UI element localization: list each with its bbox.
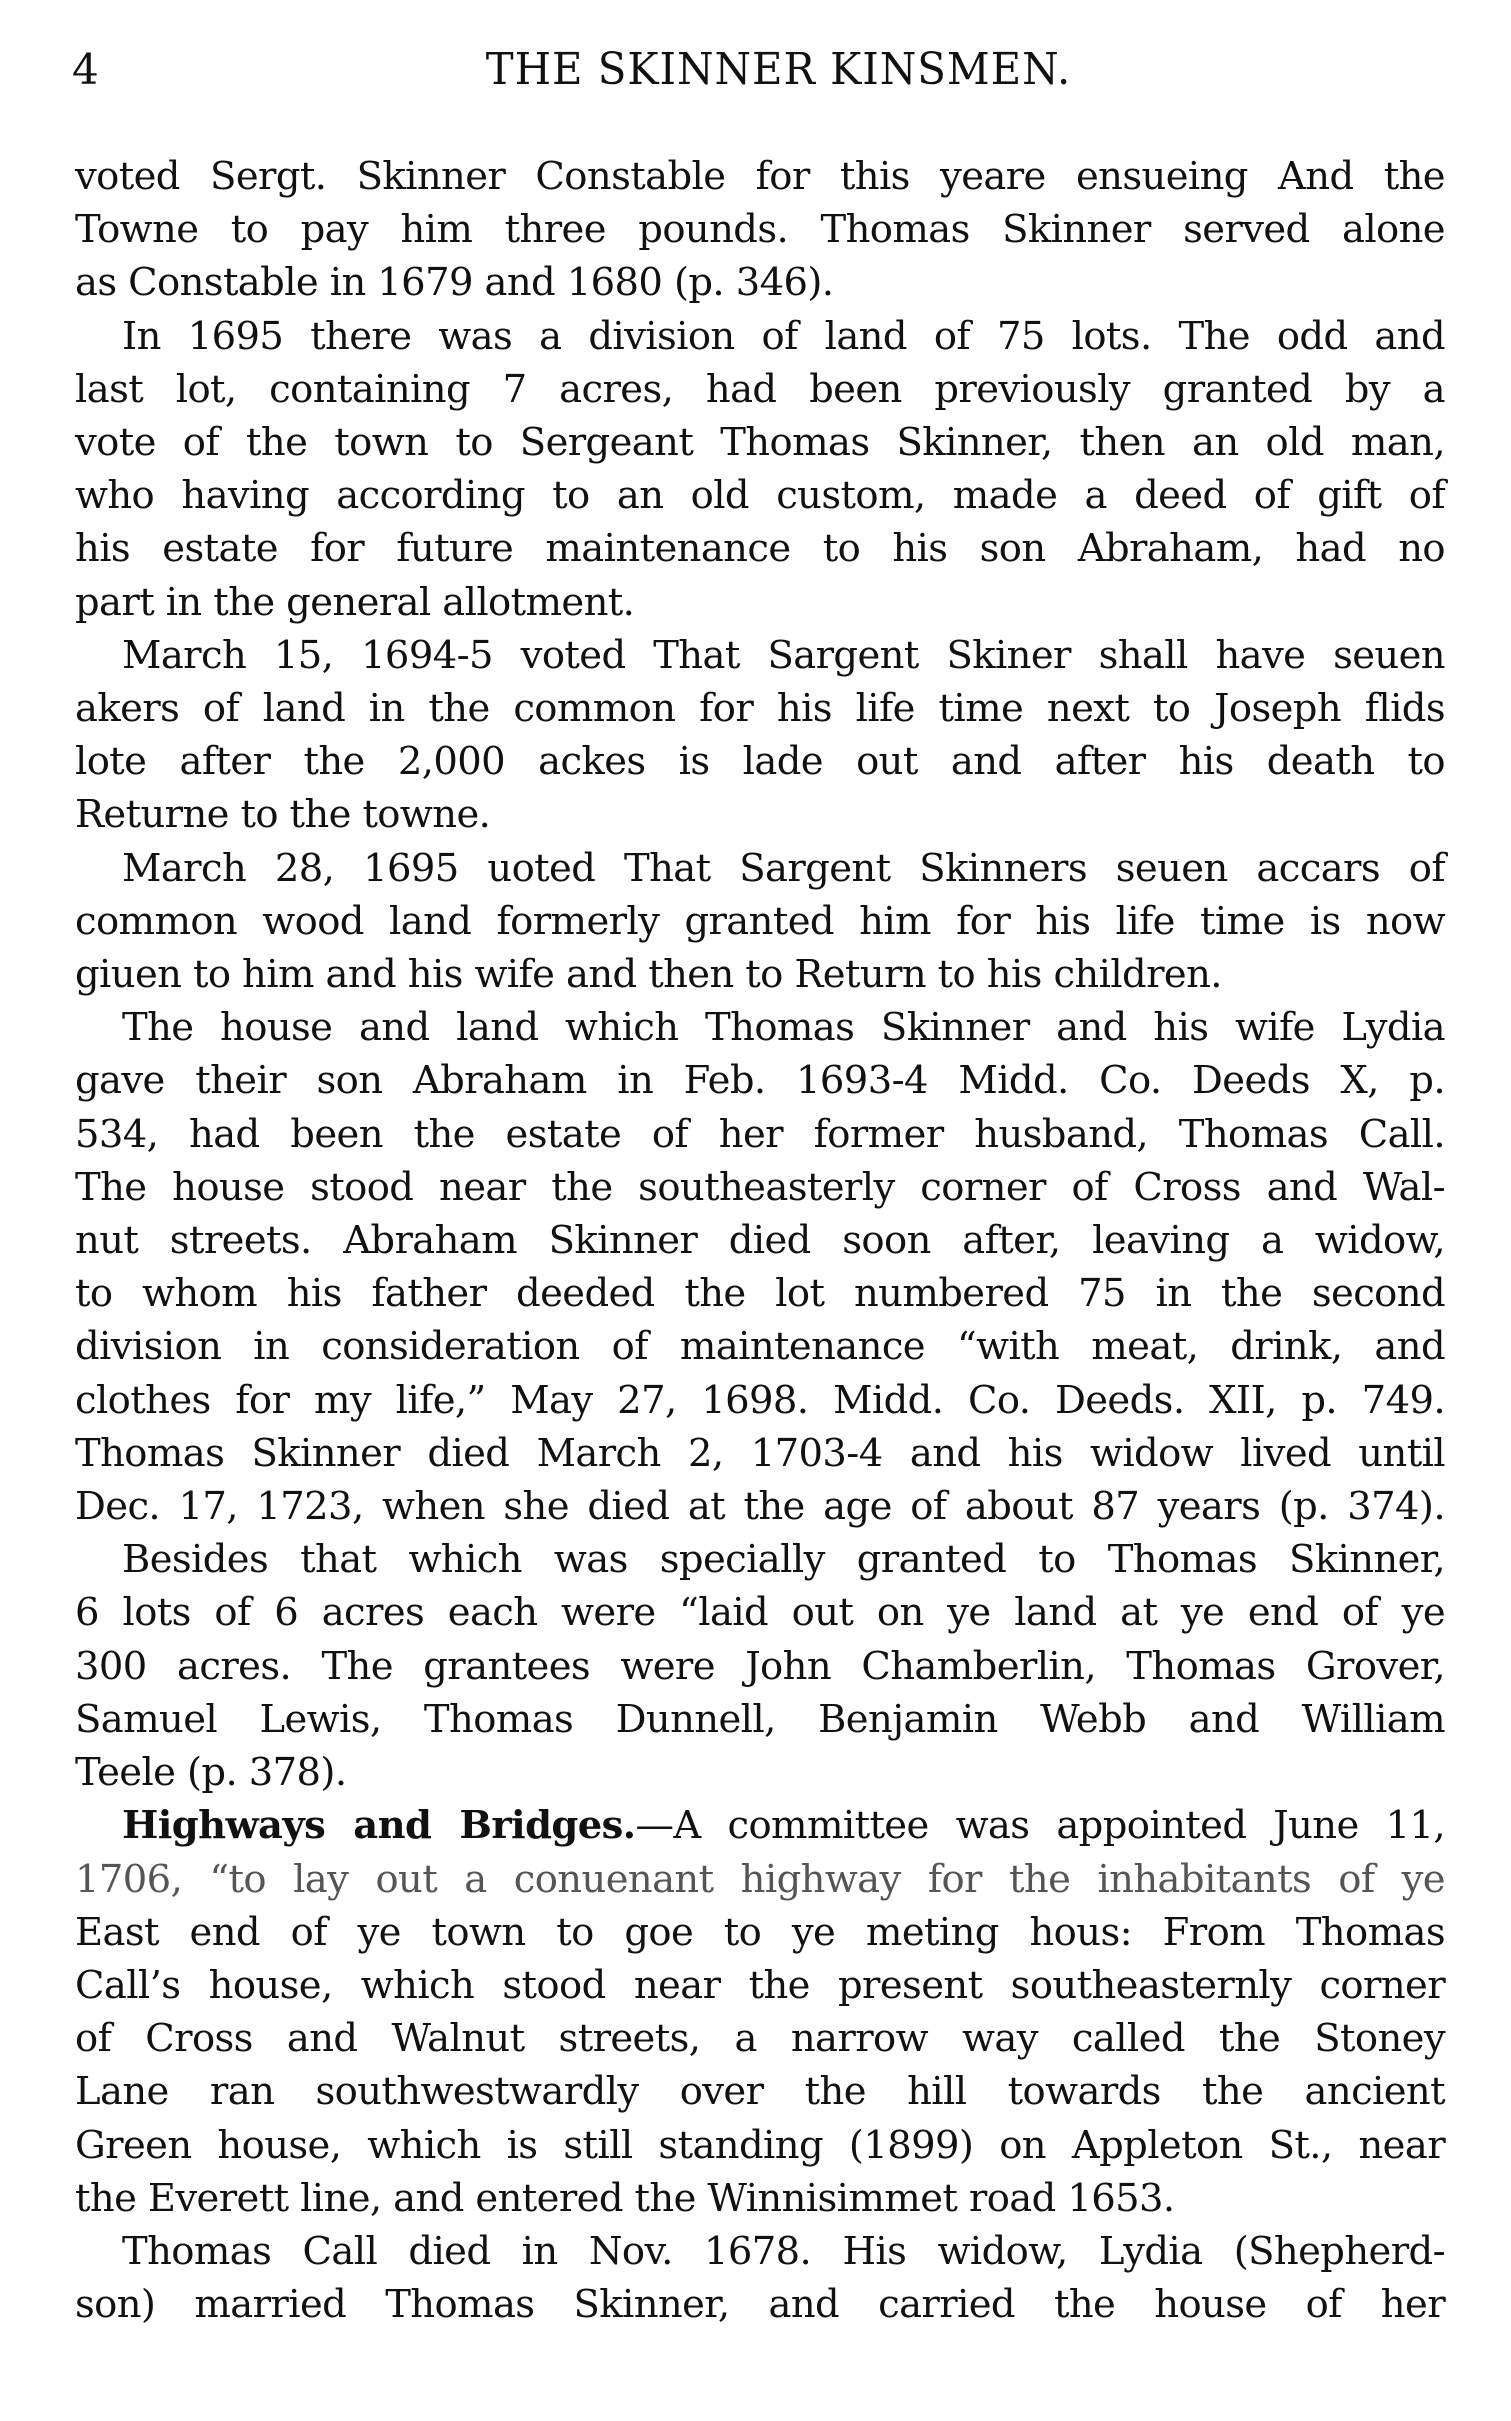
text-line: to whom his father deeded the lot numbered 75 in the second	[75, 1271, 1445, 1317]
text-line: Samuel Lewis, Thomas Dunnell, Benjamin Webb and William	[75, 1696, 1445, 1742]
text-line: March 28, 1695 uoted That Sargent Skinners seuen accars of	[122, 845, 1445, 891]
text-line: Thomas Skinner died March 2, 1703-4 and his widow lived until	[75, 1430, 1445, 1476]
text-line: nut streets. Abraham Skinner died soon after, leaving a widow,	[75, 1218, 1445, 1264]
text-line	[75, 1799, 1445, 1852]
text-line: voted Sergt. Skinner Constable for this yeare ensueing And the	[75, 154, 1445, 199]
paragraph-division-1695	[75, 310, 1445, 629]
text-line: son) married Thomas Skinner, and carried the house of her	[75, 2282, 1445, 2328]
text-line: as Constable in 1679 and 1680 (p. 346).	[75, 260, 834, 306]
paragraph-march-28	[75, 842, 1445, 1002]
section-run-head: Highways and Bridges.	[122, 1803, 636, 1849]
text-line: Lane ran southwestwardly over the hill towards the ancient	[75, 2069, 1445, 2115]
text-line: of Cross and Walnut streets, a narrow way called the Stoney	[75, 2016, 1445, 2062]
text-line: Green house, which is still standing (1899) on Appleton St., near	[75, 2122, 1445, 2168]
text-line: 6 lots of 6 acres each were “laid out on ye land at ye end of ye	[75, 1590, 1445, 1636]
paragraph-constable	[75, 150, 1445, 310]
text-line: 1706, “to lay out a conuenant highway for the inhabitants of ye	[75, 1856, 1445, 1902]
paragraph-besides	[75, 1533, 1445, 1799]
text-line: 300 acres. The grantees were John Chamberlin, Thomas Grover,	[75, 1643, 1445, 1689]
text-line: East end of ye town to goe to ye meting hous: From Thomas	[75, 1909, 1445, 1955]
text-line: his estate for future maintenance to his son Abraham, had no	[75, 526, 1445, 572]
text-line: part in the general allotment.	[75, 579, 635, 625]
paragraph-thomas-call	[75, 2225, 1445, 2331]
text-line: Besides that which was specially granted to Thomas Skinner,	[122, 1537, 1445, 1583]
body-text	[75, 150, 1445, 2331]
text-line: lote after the 2,000 ackes is lade out and after his death to	[75, 739, 1445, 785]
text-line: clothes for my life,” May 27, 1698. Midd. Co. Deeds. XII, p. 749.	[75, 1377, 1445, 1423]
text-line: Towne to pay him three pounds. Thomas Skinner served alone	[75, 207, 1445, 253]
text-line: Returne to the towne.	[75, 792, 491, 838]
running-title: THE SKINNER KINSMEN.	[485, 44, 1072, 95]
paragraph-highways-and-bridges	[75, 1799, 1445, 2225]
page-number: 4	[72, 45, 99, 94]
page-header	[72, 40, 1447, 100]
text-line: The house and land which Thomas Skinner and his wife Lydia	[122, 1005, 1445, 1051]
text-line: March 15, 1694-5 voted That Sargent Skiner shall have seuen	[122, 632, 1445, 678]
text-line: who having according to an old custom, made a deed of gift of	[75, 473, 1445, 519]
text-line: the Everett line, and entered the Winnisimmet road 1653.	[75, 2175, 1175, 2221]
paragraph-house-and-land	[75, 1001, 1445, 1533]
text-line: Call’s house, which stood near the present southeasternly corner	[75, 1962, 1445, 2008]
text-line: gave their son Abraham in Feb. 1693-4 Midd. Co. Deeds X, p.	[75, 1058, 1445, 1104]
text-line: common wood land formerly granted him for his life time is now	[75, 898, 1445, 944]
text-line: akers of land in the common for his life time next to Joseph flids	[75, 686, 1445, 732]
text-line: In 1695 there was a division of land of 75 lots. The odd and	[122, 313, 1445, 359]
text-line: Teele (p. 378).	[75, 1750, 347, 1796]
text-line: giuen to him and his wife and then to Return to his children.	[75, 952, 1222, 998]
text-line: division in consideration of maintenance “with meat, drink, and	[75, 1324, 1445, 1370]
paragraph-march-15	[75, 629, 1445, 842]
text-line: The house stood near the southeasterly corner of Cross and Wal-	[75, 1164, 1445, 1210]
text-fragment: —A committee was appointed June 11,	[635, 1803, 1445, 1849]
text-line: Dec. 17, 1723, when she died at the age of about 87 years (p. 374).	[75, 1484, 1445, 1530]
text-line: Thomas Call died in Nov. 1678. His widow, Lydia (Shepherd-	[122, 2228, 1445, 2274]
text-line: last lot, containing 7 acres, had been previously granted by a	[75, 366, 1445, 412]
text-line: vote of the town to Sergeant Thomas Skinner, then an old man,	[75, 420, 1445, 466]
text-line: 534, had been the estate of her former husband, Thomas Call.	[75, 1111, 1445, 1157]
